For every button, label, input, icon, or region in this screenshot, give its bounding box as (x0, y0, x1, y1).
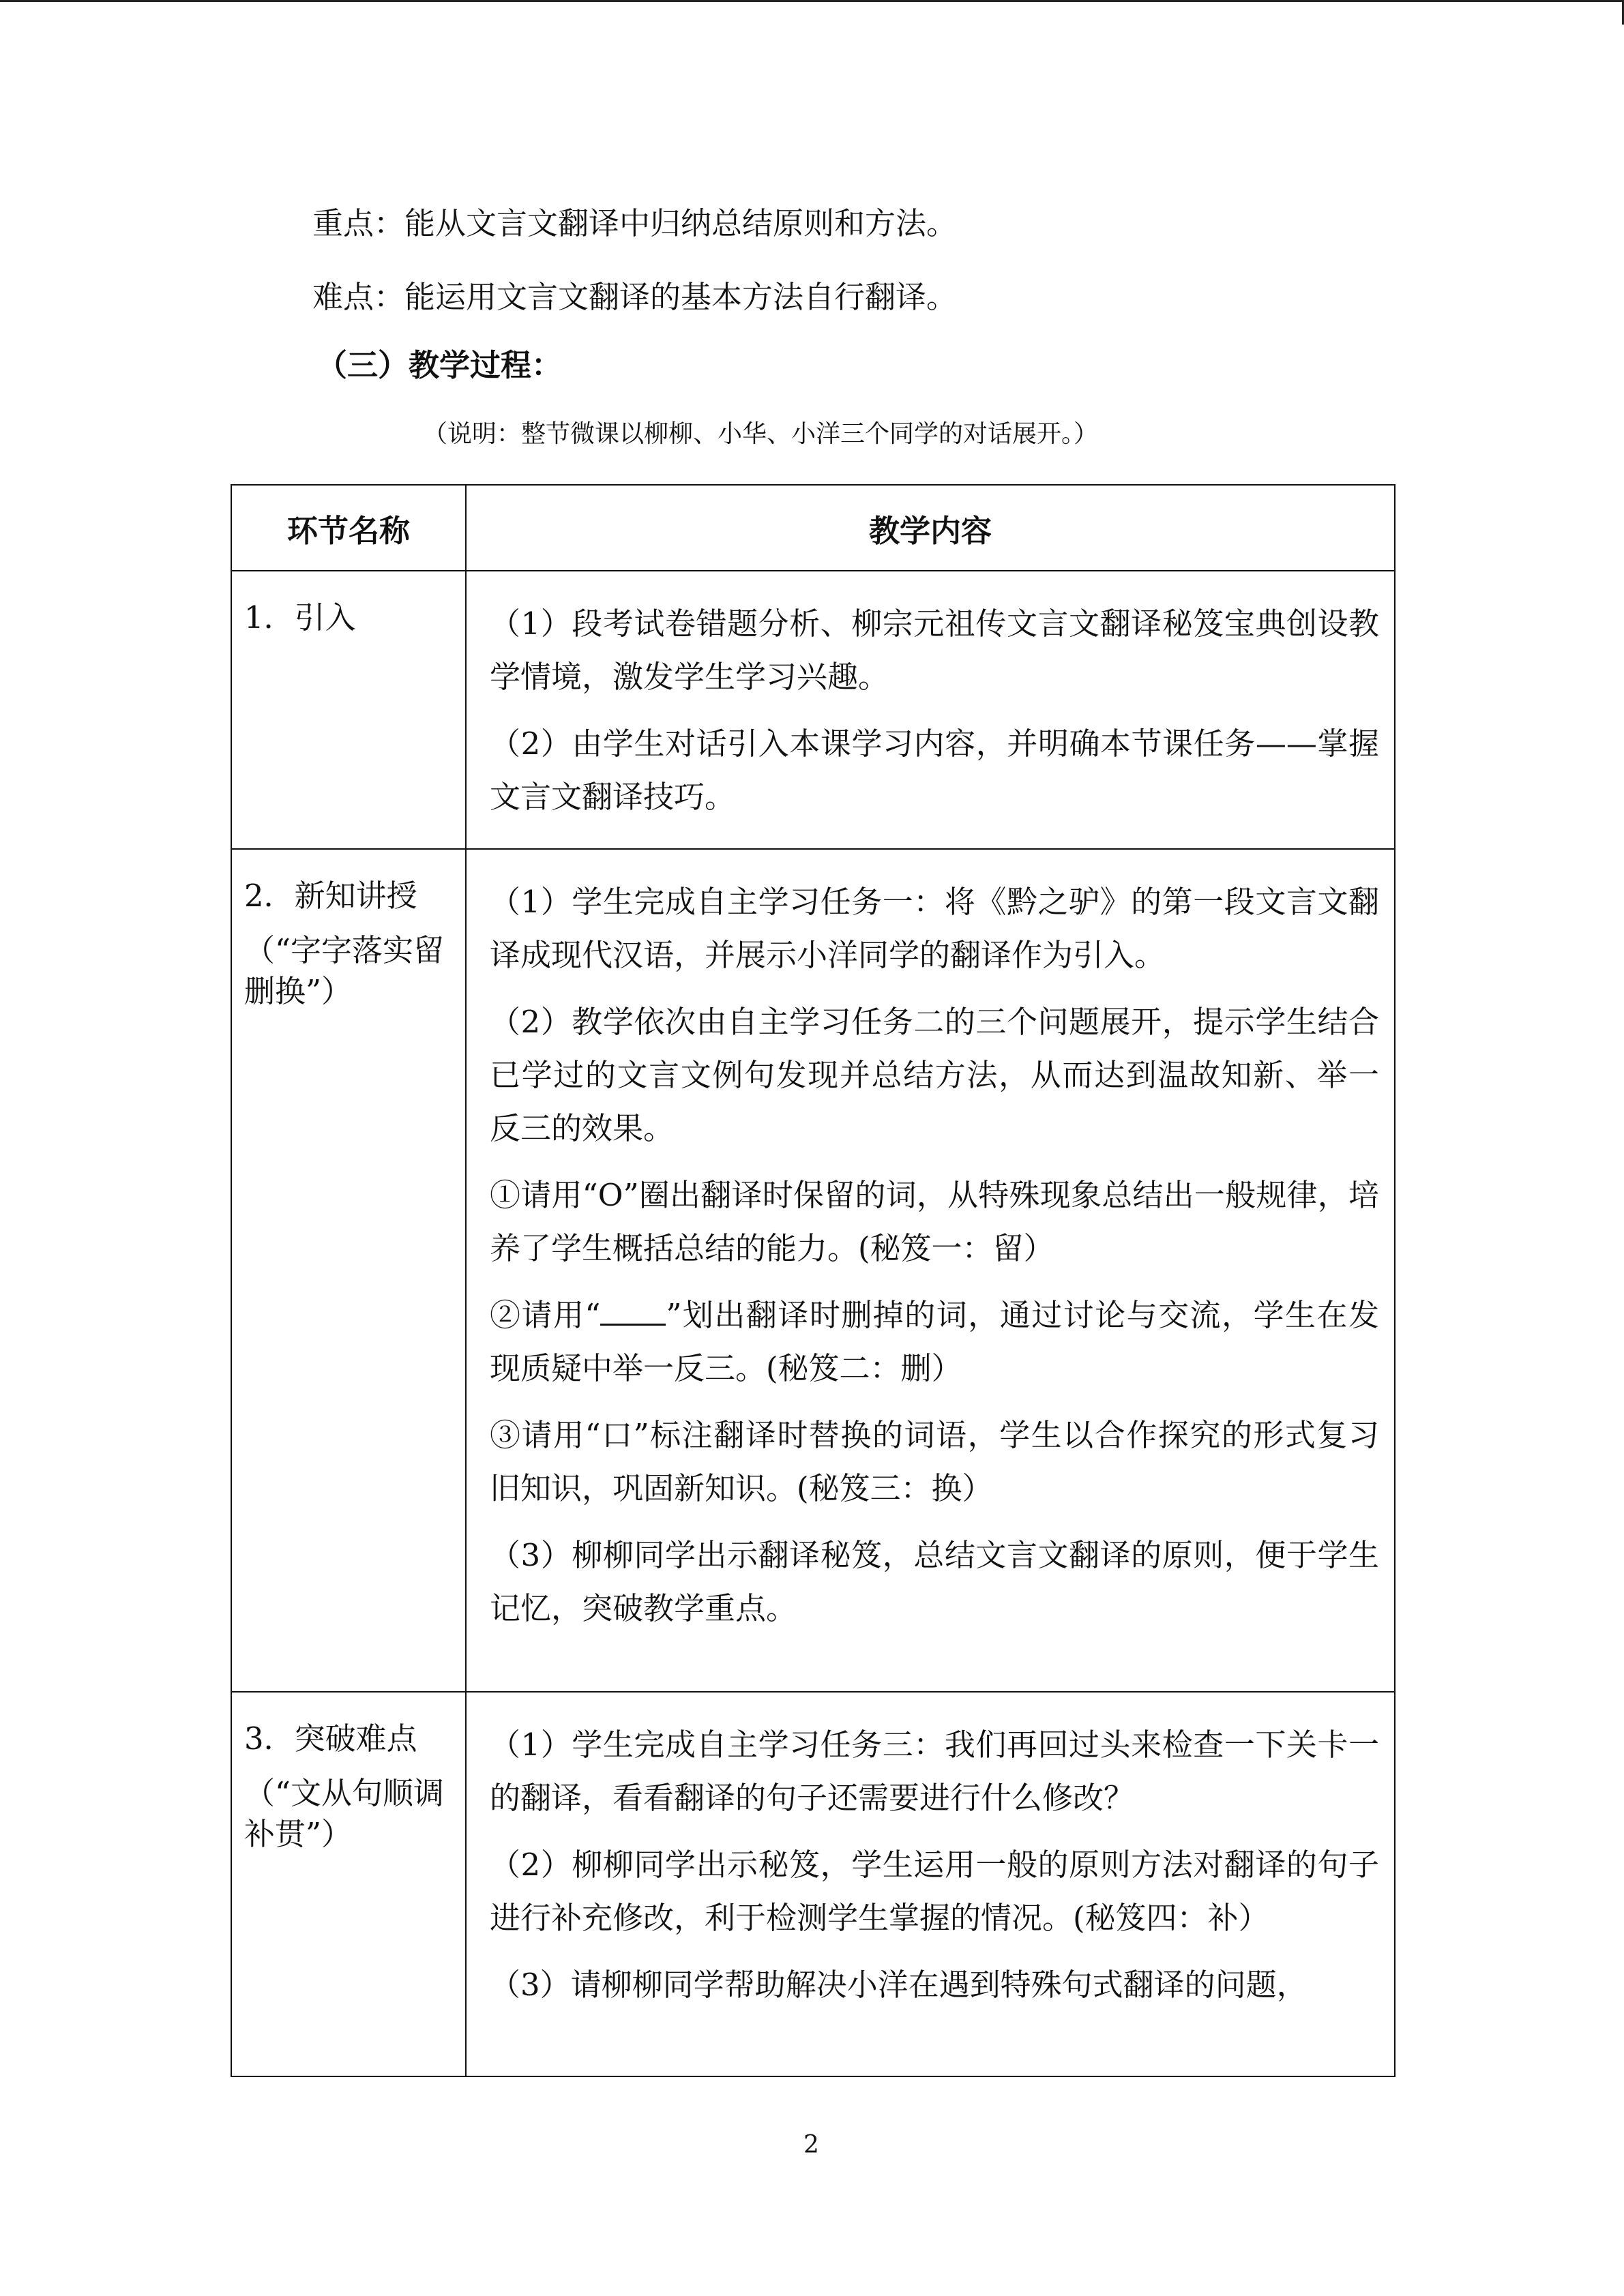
stage-name: 3．突破难点 (244, 1720, 417, 1757)
key-point: 重点：能从文言文翻译中归纳总结原则和方法。 (312, 205, 958, 241)
page-top-border (0, 0, 1624, 2)
content-item: （2）柳柳同学出示秘笈，学生运用一般的原则方法对翻译的句子进行补充修改，利于检测学生掌握的情况。(秘笈四：补） (490, 1847, 1379, 1936)
content-item: （3）请柳柳同学帮助解决小洋在遇到特殊句式翻译的问题， (490, 1967, 1308, 2003)
stage-name: 1．引入 (244, 599, 356, 636)
blank-line-icon (600, 1323, 666, 1326)
content-item-with-blank (490, 1289, 1379, 1395)
content-cell (466, 571, 1395, 849)
table-row (231, 1692, 1395, 2076)
content-item-part: ”划出翻译时删掉的词，通过讨论与交流，学生在发现质疑中举一反三。(秘笈二：删） (490, 1297, 1379, 1386)
content-item: （2）由学生对话引入本课学习内容，并明确本节课任务——掌握文言文翻译技巧。 (490, 726, 1379, 815)
content-item: ③请用“口”标注翻译时替换的词语，学生以合作探究的形式复习旧知识，巩固新知识。(秘笈三：换） (490, 1417, 1379, 1506)
difficult-point: 难点：能运用文言文翻译的基本方法自行翻译。 (312, 279, 958, 315)
stage-subtitle: （“字字落实留删换”） (244, 932, 445, 1009)
table-header-row (231, 485, 1395, 571)
header-content: 教学内容 (466, 485, 1395, 571)
stage-cell (231, 571, 466, 849)
page-number: 2 (803, 2131, 819, 2159)
lesson-table (231, 484, 1396, 2077)
content-cell (466, 1692, 1395, 2076)
content-item: ①请用“O”圈出翻译时保留的词，从特殊现象总结出一般规律，培养了学生概括总结的能力。(秘笈一：留） (490, 1177, 1379, 1266)
stage-subtitle: （“文从句顺调补贯”） (244, 1775, 445, 1852)
content-item-part: ②请用“ (490, 1297, 601, 1333)
content-item: （1）学生完成自主学习任务一：将《黔之驴》的第一段文言文翻译成现代汉语，并展示小洋同学的翻译作为引入。 (490, 884, 1379, 973)
stage-cell (231, 1692, 466, 2076)
stage-cell (231, 849, 466, 1692)
stage-name: 2．新知讲授 (244, 878, 417, 914)
content-item: （2）教学依次由自主学习任务二的三个问题展开，提示学生结合已学过的文言文例句发现并总结方法，从而达到温故知新、举一反三的效果。 (490, 1004, 1379, 1146)
content-cell (466, 849, 1395, 1692)
table-row (231, 571, 1395, 849)
content-item: （1）学生完成自主学习任务三：我们再回过头来检查一下关卡一的翻译，看看翻译的句子还需要进行什么修改？ (490, 1727, 1379, 1816)
header-stage: 环节名称 (231, 485, 466, 571)
section-heading: （三）教学过程： (316, 347, 563, 383)
section-note: （说明：整节微课以柳柳、小华、小洋三个同学的对话展开。） (423, 420, 1099, 448)
content-item: （1）段考试卷错题分析、柳宗元祖传文言文翻译秘笈宝典创设教学情境，激发学生学习兴趣。 (490, 606, 1379, 695)
content-item: （3）柳柳同学出示翻译秘笈，总结文言文翻译的原则，便于学生记忆，突破教学重点。 (490, 1537, 1379, 1626)
table-row (231, 849, 1395, 1692)
